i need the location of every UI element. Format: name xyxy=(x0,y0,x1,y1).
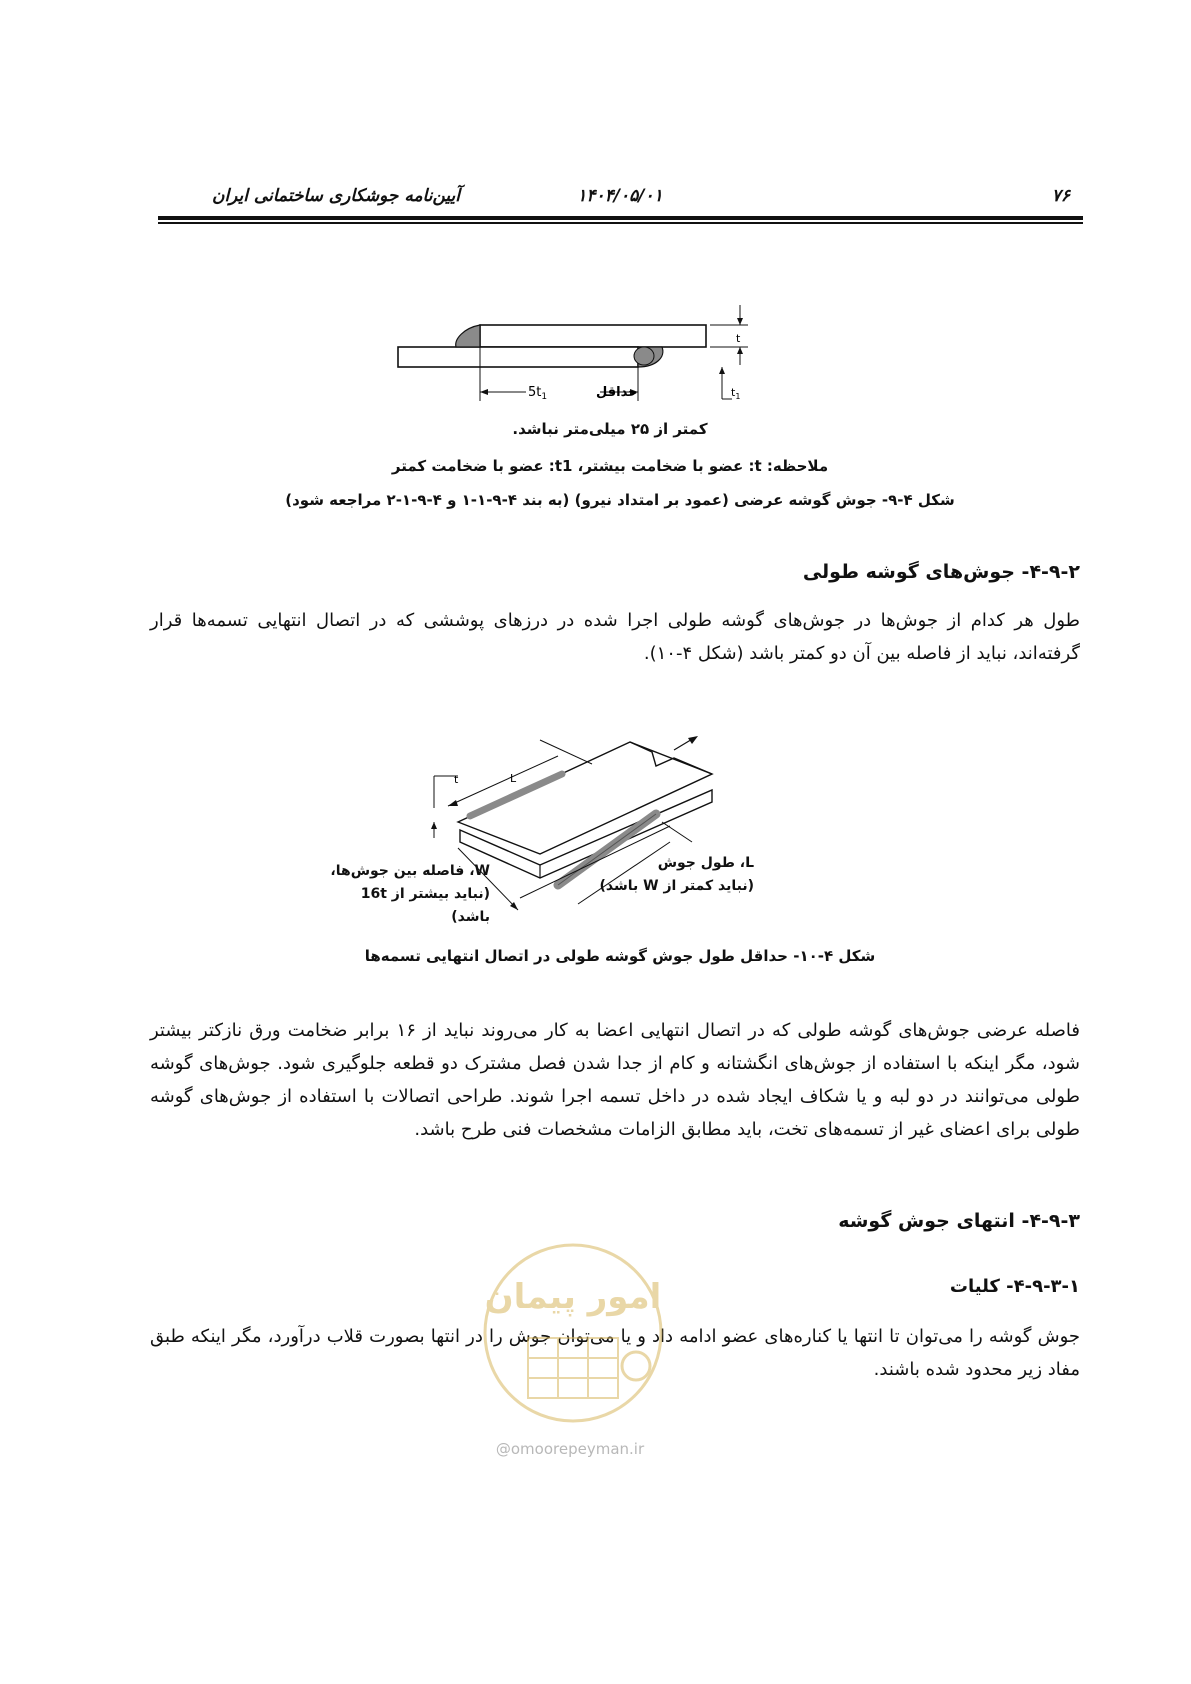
right-weld-bead xyxy=(634,347,654,365)
upper-plate xyxy=(480,325,706,347)
w-annotation xyxy=(320,860,490,929)
lower-plate xyxy=(398,347,638,367)
figure-4-9-note-1: کمتر از ۲۵ میلی‌متر نباشد. xyxy=(512,420,708,438)
min-5t1-value: $5t_1$ xyxy=(528,385,548,402)
w-annotation-line-1: W، فاصله بین جوش‌ها، xyxy=(330,863,490,879)
t-dimension-label: t xyxy=(454,773,459,786)
figure-4-9-note-2: ملاحظه: t: عضو با ضخامت بیشتر، t1: عضو با ضخامت کمتر xyxy=(391,457,829,475)
header-rule-thick xyxy=(158,216,1083,220)
header-rule-thin xyxy=(158,222,1083,224)
left-fillet-weld xyxy=(456,325,480,347)
t1-label: $t_1$ xyxy=(731,386,741,401)
page-number: ۷۶ xyxy=(1051,186,1070,206)
min-label: حداقل xyxy=(596,385,638,400)
watermark-url-text: omoorepeyman.ir xyxy=(510,1440,645,1458)
watermark-logo xyxy=(458,1238,688,1438)
watermark-url xyxy=(470,1440,670,1458)
t-label: t xyxy=(736,332,741,345)
section-4-9-2-paragraph: طول هر کدام از جوش‌ها در جوش‌های گوشه طولی اجرا شده در درزهای پوششی که در اتصال انتهایی تسمه‌ها قرار گرفته‌اند، نباید از فاصله بین آن دو کمتر باشد (شکل ۴-۱۰). xyxy=(150,610,1080,664)
section-4-9-3-heading: ۴-۹-۳- انتهای جوش گوشه xyxy=(838,1210,1080,1232)
l-annotation-line-1: L، طول جوش xyxy=(657,855,754,871)
header-date: ۱۴۰۴/۰۵/۰۱ xyxy=(577,186,663,206)
section-4-9-3-1-paragraph: جوش گوشه را می‌توان تا انتها یا کناره‌های عضو ادامه داد و یا می‌توان جوش را در انتها بصورت قلاب درآورد، مگر اینکه طبق مفاد زیر محدود شده باشند. xyxy=(150,1326,1080,1380)
watermark-text: امور پیمان xyxy=(484,1277,662,1317)
figure-4-10-caption: شکل ۴-۱۰- حداقل طول جوش گوشه طولی در اتصال انتهایی تسمه‌ها xyxy=(364,947,876,965)
l-annotation-line-2: (نباید کمتر از W باشد) xyxy=(599,878,754,894)
section-4-9-2-heading: ۴-۹-۲- جوش‌های گوشه طولی xyxy=(802,561,1080,583)
section-4-9-3-1-heading: ۴-۹-۳-۱- کلیات xyxy=(949,1276,1080,1297)
figure-4-9-diagram xyxy=(380,295,770,410)
book-title: آیین‌نامه جوشکاری ساختمانی ایران xyxy=(211,186,460,206)
body-paragraph-2: فاصله عرضی جوش‌های گوشه طولی که در اتصال انتهایی اعضا به کار می‌روند نباید از ۱۶ برابر ضخامت ورق نازکتر بیشتر شود، مگر اینکه با استفاده از جوش‌های انگشتانه و کام از جدا شدن فصل مشترک دو قطعه جلوگیری شود. جوش‌های گوشه طولی می‌توانند در دو لبه و یا شکاف ایجاد شده در داخل تسمه اجرا شوند. طراحی اتصالات با استفاده از جوش‌های گوشه طولی برای اعضای غیر از تسمه‌های تخت، باید مطابق الزامات مشخصات فنی طرح باشد. xyxy=(150,1020,1080,1140)
figure-4-9-caption: شکل ۴-۹- جوش گوشه عرضی (عمود بر امتداد نیرو) (به بند ۴-۹-۱-۱ و ۴-۹-۱-۲ مراجعه شود) xyxy=(285,491,955,509)
l-annotation xyxy=(574,852,754,898)
w-annotation-line-2: (نباید بیشتر از 16t باشد) xyxy=(360,886,490,925)
watermark-at-icon: @ xyxy=(495,1440,511,1458)
L-dimension-label: L xyxy=(510,772,517,785)
